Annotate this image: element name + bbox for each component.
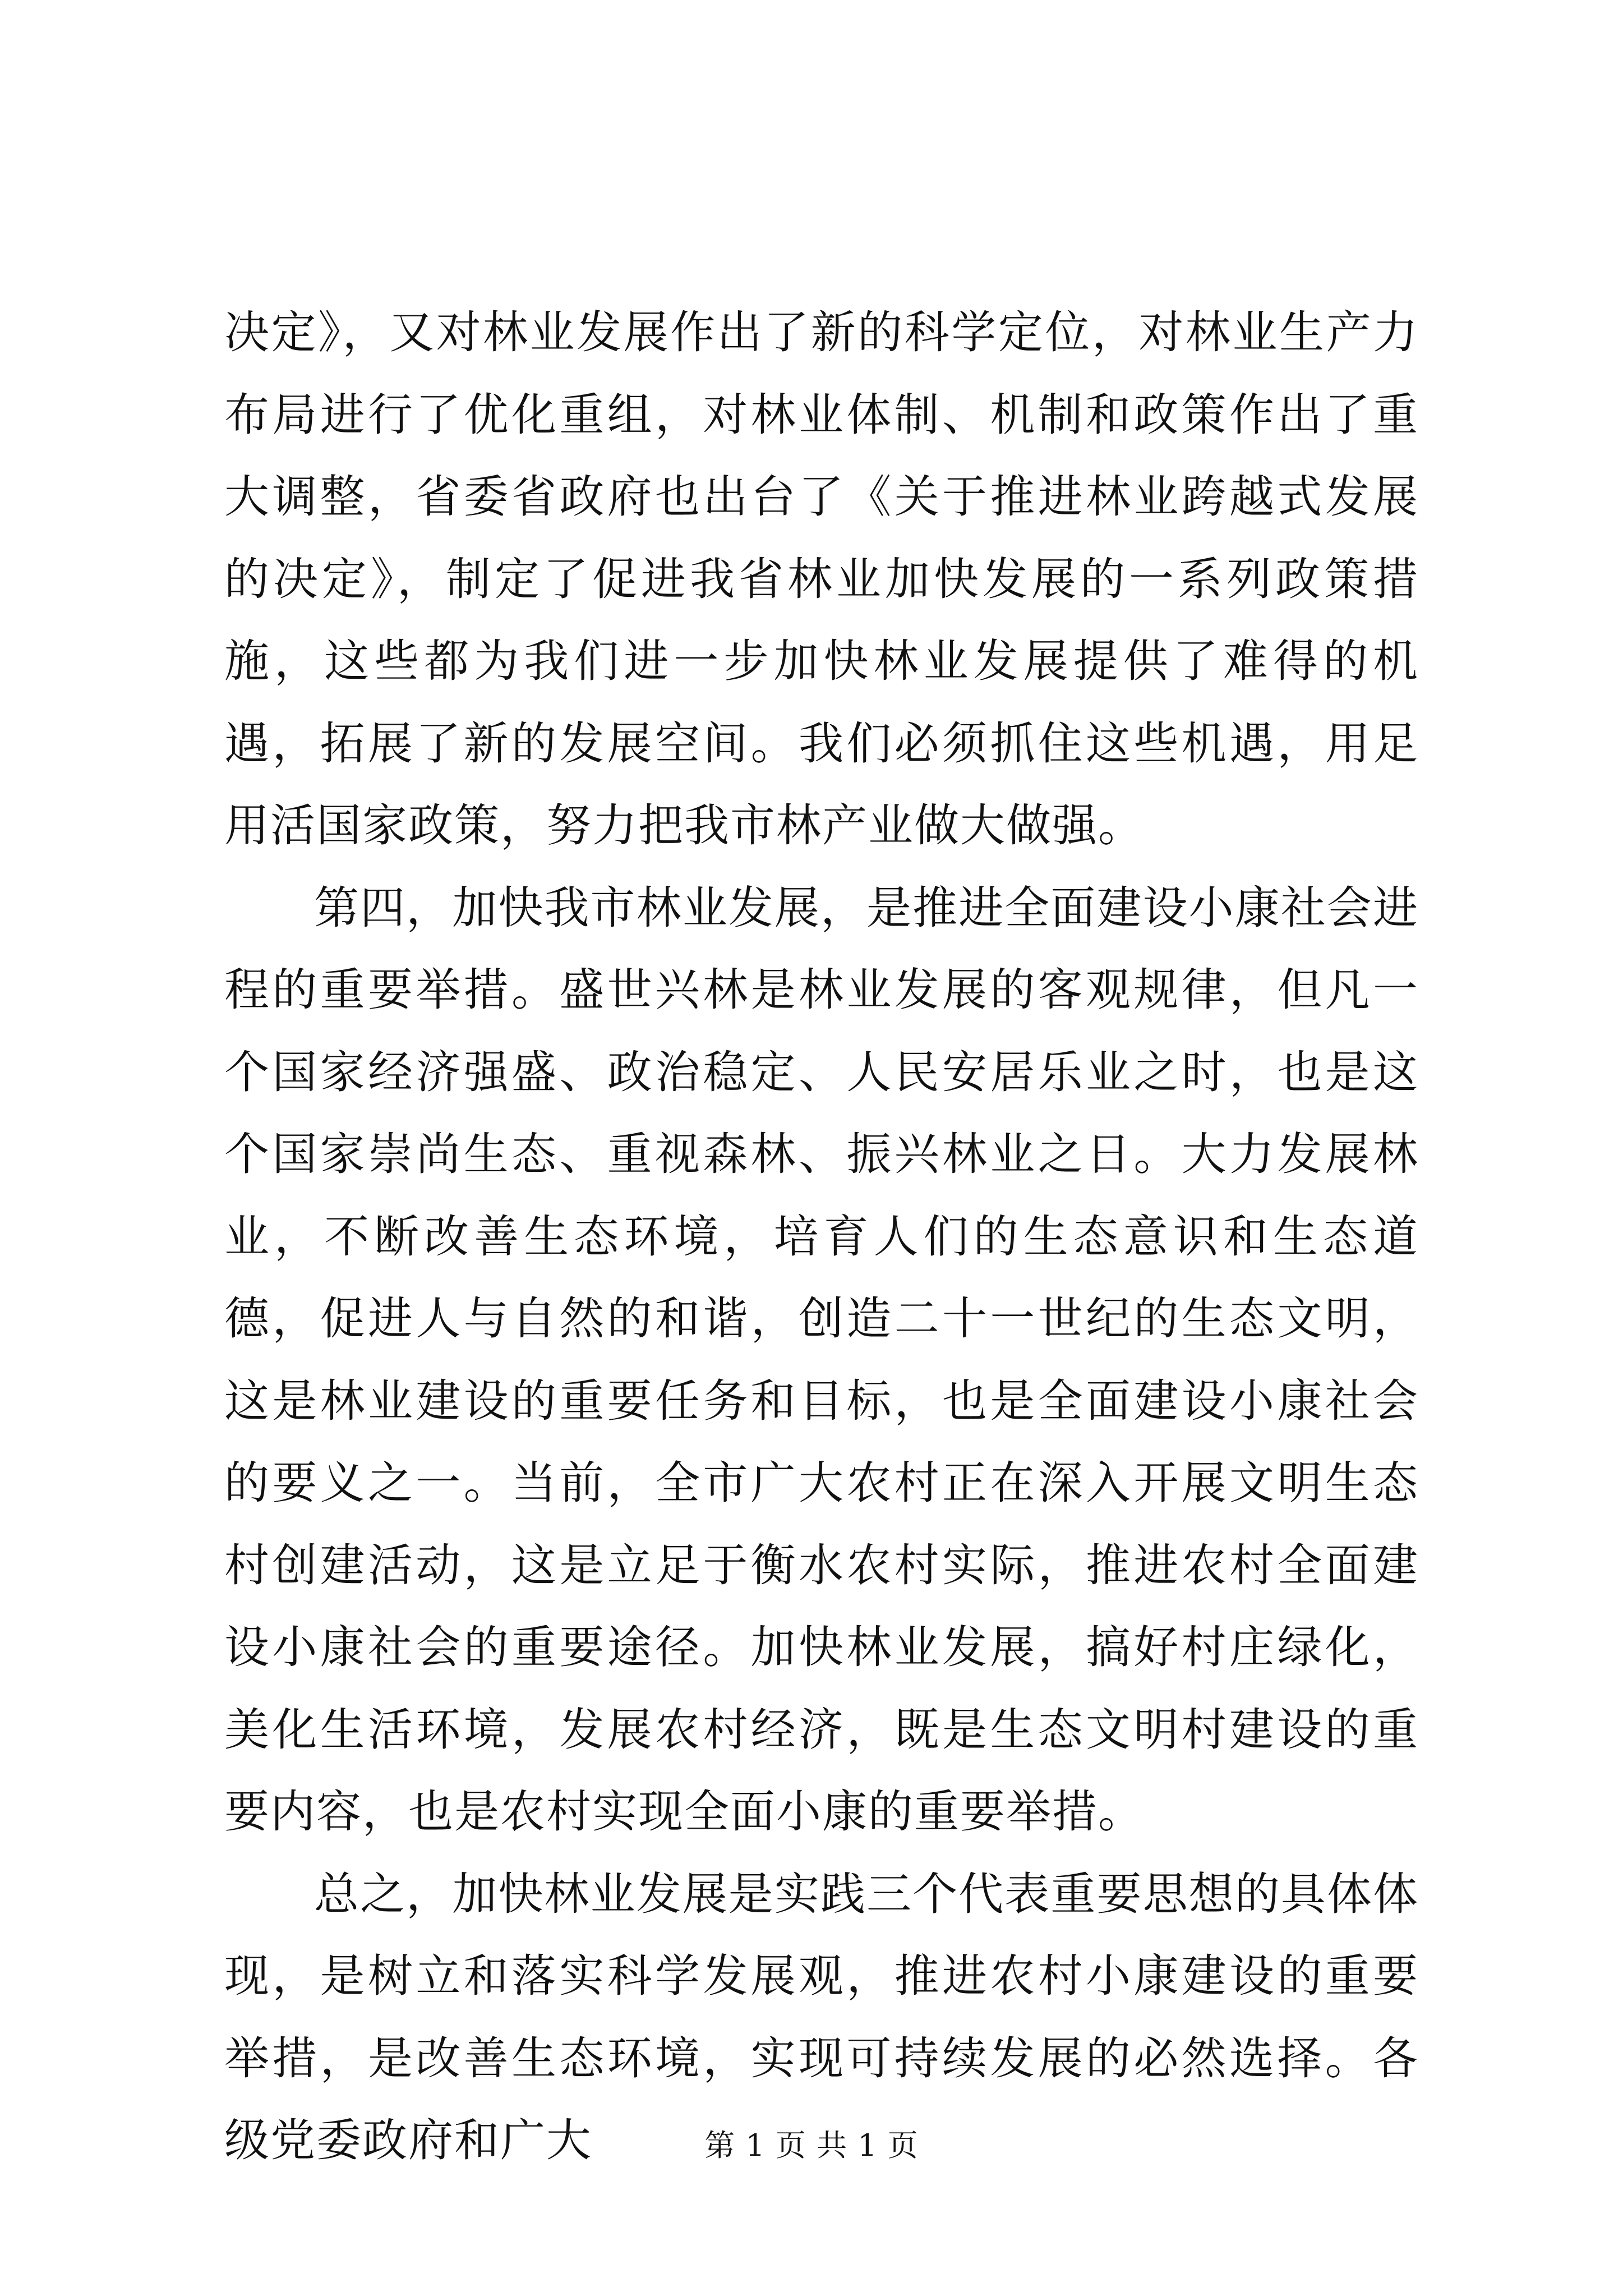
- paragraph-summary: 总之，加快林业发展是实践三个代表重要思想的具体体现，是树立和落实科学发展观，推进农村小康建设的重要举措，是改善生态环境，实现可持续发展的必然选择。各级党委政府和广大: [224, 1867, 1419, 2166]
- page-number-footer: 第 1 页 共 1 页: [704, 2128, 919, 2163]
- paragraph-continuation: 决定》，又对林业发展作出了新的科学定位，对林业生产力布局进行了优化重组，对林业体制、机制和政策作出了重大调整，省委省政府也出台了《关于推进林业跨越式发展的决定》，制定了促进我省林业加快发展的一系列政策措施，这些都为我们进一步加快林业发展提供了难得的机遇，拓展了新的发展空间。我们必须抓住这些机遇，用足用活国家政策，努力把我市林产业做大做强。: [224, 306, 1419, 852]
- paragraph-fourth-point: 第四，加快我市林业发展，是推进全面建设小康社会进程的重要举措。盛世兴林是林业发展的客观规律，但凡一个国家经济强盛、政治稳定、人民安居乐业之时，也是这个国家崇尚生态、重视森林、振兴林业之日。大力发展林业，不断改善生态环境，培育人们的生态意识和生态道德，促进人与自然的和谐，创造二十一世纪的生态文明，这是林业建设的重要任务和目标，也是全面建设小康社会的要义之一。当前，全市广大农村正在深入开展文明生态村创建活动，这是立足于衡水农村实际，推进农村全面建设小康社会的重要途径。加快林业发展，搞好村庄绿化，美化生活环境，发展农村经济，既是生态文明村建设的重要内容，也是农村实现全面小康的重要举措。: [224, 881, 1419, 1838]
- document-body: [224, 292, 1419, 2182]
